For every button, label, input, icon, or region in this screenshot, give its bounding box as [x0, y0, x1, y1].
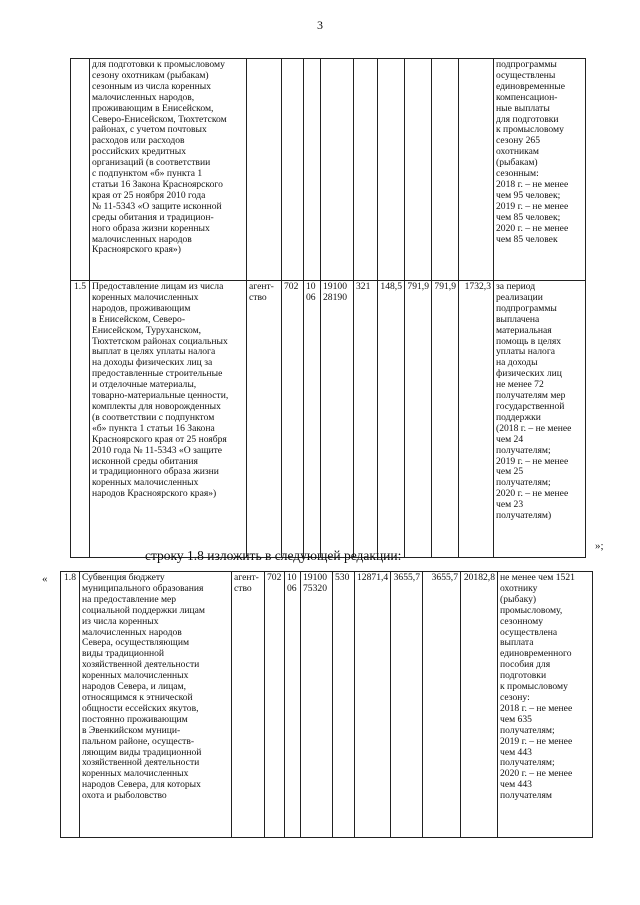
- year-2018-cell: [378, 59, 405, 281]
- year-2018-cell: 12871,4: [355, 572, 391, 838]
- measure-description-cell: для подготовки к промысловому сезону охотникам (рыбакам) сезонным из числа коренных малочисленных народов, проживающим в Енисейском, Северо-Енисейском, Тюхтетском районах, с учетом почтовых расходов или расходов российских кредитных организаций (в соответствии с подпунктом «б» пункта 1 статьи 16 Закона Красноярского края от 25 ноября 2010 года № 11-5343 «О защите исконной среды обитания и традицион- ного образа жизни коренных малочисленных народов Красноярского края»): [90, 59, 247, 281]
- grbs-name-cell: агент- ство: [232, 572, 265, 838]
- target-article-cell: [321, 59, 354, 281]
- row-number-cell: 1.5: [71, 281, 90, 558]
- grbs-code-cell: 702: [282, 281, 304, 558]
- year-2019-cell: 3655,7: [391, 572, 423, 838]
- target-article-cell: 19100 28190: [321, 281, 354, 558]
- page-number: 3: [317, 18, 323, 32]
- table-row: [71, 281, 586, 558]
- expense-type-cell: [354, 59, 378, 281]
- program-table-row-1-8: [60, 571, 593, 838]
- target-article-cell: 19100 75320: [301, 572, 333, 838]
- total-cell: 20182,8: [461, 572, 498, 838]
- expense-type-cell: 321: [354, 281, 378, 558]
- grbs-name-cell: [247, 59, 282, 281]
- row-number-cell: 1.8: [61, 572, 80, 838]
- amendment-heading: строку 1.8 изложить в следующей редакции:: [145, 548, 402, 563]
- section-code-cell: 10 06: [285, 572, 301, 838]
- year-2019-cell: 791,9: [405, 281, 432, 558]
- table-row: [61, 572, 593, 838]
- measure-description-cell: Субвенция бюджету муниципального образования на предоставление мер социальной поддержки лицам из числа коренных малочисленных народов Севера, осуществляющим виды традиционной хозяйственной деятельности коренных малочисленных народов Севера, и лицам, относящимся к этнической общности ессейских якутов, постоянно проживающим в Эвенкийском муници- пальном районе, осуществ- ляющим виды традиционной хозяйственной деятельности коренных малочисленных народов Севера, для которых охота и рыболовство: [80, 572, 232, 838]
- year-2019-cell: [405, 59, 432, 281]
- grbs-name-cell: агент- ство: [247, 281, 282, 558]
- opening-quote: «: [42, 573, 48, 585]
- total-cell: [459, 59, 494, 281]
- year-2018-cell: 148,5: [378, 281, 405, 558]
- grbs-code-cell: 702: [265, 572, 285, 838]
- expense-type-cell: 530: [333, 572, 355, 838]
- measure-description-cell: Предоставление лицам из числа коренных малочисленных народов, проживающим в Енисейском, Северо- Енисейском, Туруханском, Тюхтетском районах социальных выплат в целях уплаты налога на доходы физических лиц за предоставленные строительные и отделочные материалы, товарно-материальные ценности, комплекты для новорожденных (в соответствии с подпунктом «б» пункта 1 статьи 16 Закона Красноярского края от 25 ноября 2010 года № 11-5343 «О защите исконной среды обитания и традиционного образа жизни коренных малочисленных народов Красноярского края»): [90, 281, 247, 558]
- grbs-code-cell: [282, 59, 304, 281]
- program-table-continued: [70, 58, 586, 558]
- expected-result-cell: подпрограммы осуществлены единовременные компенсацион- ные выплаты для подготовки к промысловому сезону 265 охотникам (рыбакам) сезонным: 2018 г. – не менее чем 95 человек; 2019 г. – не менее чем 85 человек; 2020 г. – не менее чем 85 человек: [494, 59, 586, 281]
- table-row: [71, 59, 586, 281]
- row-number-cell: [71, 59, 90, 281]
- expected-result-cell: не менее чем 1521 охотнику (рыбаку) промысловому, сезонному осуществлена выплата единовременного пособия для подготовки к промысловому сезону: 2018 г. – не менее чем 635 получателям; 2019 г. – не менее чем 443 получателям; 2020 г. – не менее чем 443 получателям: [498, 572, 593, 838]
- closing-quote: »;: [595, 540, 604, 552]
- section-code-cell: 10 06: [304, 281, 321, 558]
- total-cell: 1732,3: [459, 281, 494, 558]
- year-2020-cell: 791,9: [432, 281, 459, 558]
- year-2020-cell: [432, 59, 459, 281]
- expected-result-cell: за период реализации подпрограммы выплачена материальная помощь в целях уплаты налога на доходы физических лиц не менее 72 получателям мер государственной поддержки (2018 г. – не менее чем 24 получателям; 2019 г. – не менее чем 25 получателям; 2020 г. – не менее чем 23 получателям): [494, 281, 586, 558]
- section-code-cell: [304, 59, 321, 281]
- year-2020-cell: 3655,7: [423, 572, 461, 838]
